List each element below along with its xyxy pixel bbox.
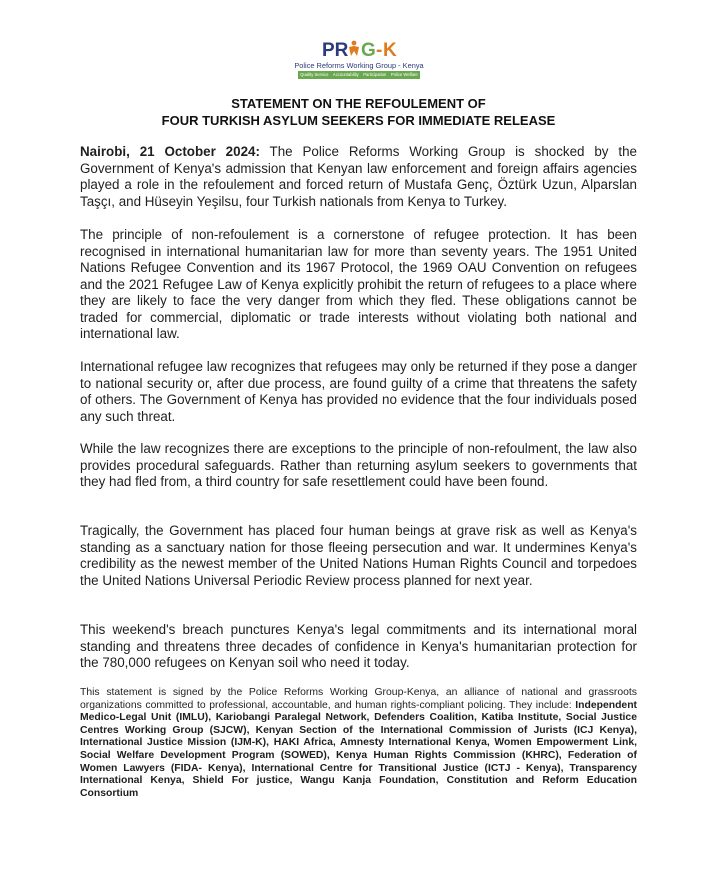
svg-text:K: K: [383, 40, 397, 60]
signatories-intro: This statement is signed by the Police Reforms Working Group-Kenya, an alliance of national and grassroots organizations committed to professional, accountable, and human rights-compliant policing. They include:: [80, 687, 637, 711]
logo-tagline: Accountability: [332, 72, 359, 77]
logo-tagline: Quality Service: [300, 72, 329, 77]
signatories-list: Independent Medico-Legal Unit (IMLU), Kariobangi Paralegal Network, Defenders Coalition, Katiba Institute, Social Justice Centres Working Group (SJCW), Kenyan Section of the International Commission of Jurists (ICJ Kenya), International Justice Mission (IJM-K), HAKI Africa, Amnesty International Kenya, Women Empowerment Link, Social Welfare Development Program (SOWED), Kenya Human Rights Commission (KHRC), Federation of Women Lawyers (FIDA- Kenya), International Centre for Transitional Justice (ICTJ - Kenya), Transparency International Kenya, Shield For justice, Wangu Kanja Foundation, Constitution and Reform Education Consortium: [80, 699, 637, 799]
statement-title-line-1: STATEMENT ON THE REFOULEMENT OF: [231, 96, 486, 111]
intro-body: The Police Reforms Working Group is shocked by the Government of Kenya's admission that Kenyan law enforcement and foreign affairs agencies played a role in the refoulement and forced return of Mustafa Genç, Öztürk Uzun, Alparslan Taşçı, and Hüseyin Yeşilsu, four Turkish nationals from Kenya to Turkey.: [80, 144, 637, 209]
paragraph-risk: Tragically, the Government has placed four human beings at grave risk as well as Kenya's standing as a sanctuary nation for those fleeing persecution and war. It undermines Kenya's credibility as the newest member of the United Nations Human Rights Council and torpedoes the United Nations Universal Periodic Review process planned for next year.: [80, 523, 637, 588]
paragraph-refugee-law: International refugee law recognizes that refugees may only be returned if they pose a danger to national security or, after due process, are found guilty of a crime that threatens the safety of others. The Government of Kenya has provided no evidence that the four individuals posed any such threat.: [80, 359, 637, 424]
paragraph-breach: This weekend's breach punctures Kenya's legal commitments and its international moral standing and threatens three decades of confidence in Kenya's humanitarian protection for the 780,000 refugees on Kenyan soil who need it today.: [80, 622, 637, 670]
paragraph-intro: [80, 144, 637, 210]
logo-org-name: Police Reforms Working Group - Kenya: [294, 61, 424, 70]
dateline: Nairobi, 21 October 2024:: [80, 144, 260, 159]
paragraph-safeguards: While the law recognizes there are exceptions to the principle of non-refoulment, the law also provides procedural safeguards. Rather than returning asylum seekers to governments that they had fled from, a third country for safe resettlement could have been found.: [80, 441, 637, 489]
statement-title-line-2: FOUR TURKISH ASYLUM SEEKERS FOR IMMEDIATE RELEASE: [161, 113, 556, 128]
prwg-logo-icon: [292, 38, 426, 60]
paragraph-non-refoulement: The principle of non-refoulement is a cornerstone of refugee protection. It has been recognised in international humanitarian law for more than seventy years. The 1951 United Nations Refugee Convention and its 1967 Protocol, the 1969 OAU Convention on refugees and the 2021 Refugee Law of Kenya explicitly prohibit the return of refugees to a place where they are likely to face the very danger from which they fled. These obligations cannot be traded for commercial, diplomatic or trade interests without violating both national and international law.: [80, 227, 637, 341]
svg-text:G: G: [361, 40, 376, 60]
svg-text:PR: PR: [322, 40, 349, 60]
logo-tagline: Police Welfare: [390, 72, 418, 77]
logo-tagline: Participation: [363, 72, 387, 77]
signatories-paragraph: [80, 687, 637, 800]
prwg-logo: [292, 38, 426, 83]
logo-tagline-bar: [298, 71, 420, 79]
svg-text:-: -: [376, 40, 383, 60]
